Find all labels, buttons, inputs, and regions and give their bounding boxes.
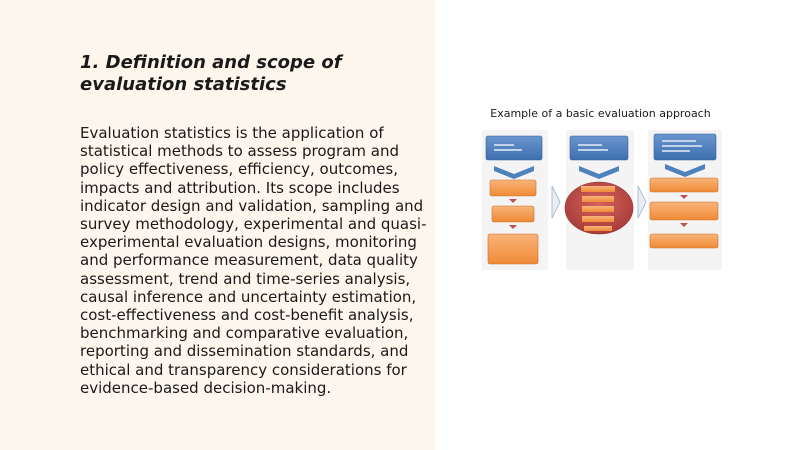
evaluation-approach-diagram: [472, 128, 728, 273]
connector-arrow-2-icon: [638, 186, 646, 218]
column-3-step-3: [650, 234, 718, 248]
column-1-step-1: [490, 180, 536, 196]
column-2-header: [570, 136, 628, 160]
column-1-header: [486, 136, 542, 160]
slide-title: 1. Definition and scope of evaluation statistics: [80, 52, 342, 95]
column-2-bar-1: [581, 186, 615, 192]
column-3-step-1: [650, 178, 718, 192]
connector-arrow-1-icon: [552, 186, 560, 218]
column-2-bar-5: [584, 226, 612, 231]
column-1-step-3: [488, 234, 538, 264]
column-1-step-2: [492, 206, 534, 222]
column-2-bar-2: [582, 196, 614, 202]
slide-body-text: Evaluation statistics is the application of statistical methods to assess program and policy effectiveness, efficiency, outcomes, impacts and attribution. Its scope includes indicator design and validation, sampling and survey methodology, experimental and quasi-experimental evaluation designs, monitoring and performance measurement, data quality assessment, trend and time-series analysis, causal inference and uncertainty estimation, cost-effectiveness and cost-benefit analysis, benchmarking and comparative evaluation, reporting and dissemination standards, and ethical and transparency considerations for evidence-based decision-making.: [80, 124, 427, 397]
column-2-bar-3: [582, 206, 614, 212]
column-3-step-2: [650, 202, 718, 220]
figure-caption: Example of a basic evaluation approach: [490, 107, 711, 120]
column-2-bar-4: [582, 216, 614, 222]
